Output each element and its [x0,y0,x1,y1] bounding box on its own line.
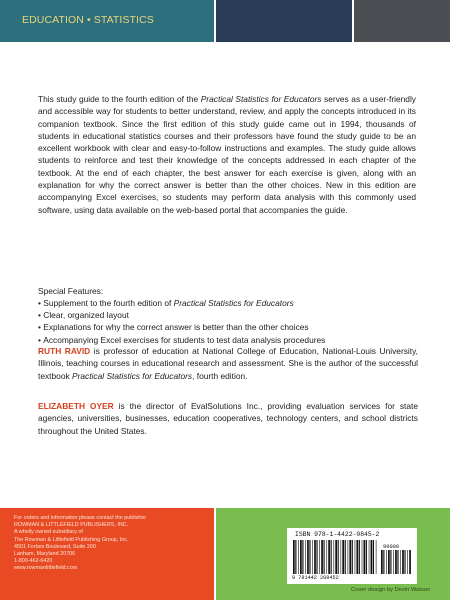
bio-1-book-title: Practical Statistics for Educators [72,370,193,381]
blurb-text-a: This study guide to the fourth edition of the [38,94,201,104]
series-education: EDUCATION [22,14,84,26]
feature-1-title: Practical Statistics for Educators [173,298,294,308]
price-code: 90000 [383,544,400,550]
blurb-book-title: Practical Statistics for Educators [200,94,322,104]
publisher-info [14,515,210,573]
bio-1-text-a: is professor of education at National College of Education, National-Louis University, Illinois, teaching courses in educational research and assessment. She is the author of the successful textbook [38,346,418,381]
author-name-oyer: ELIZABETH OYER [38,401,114,411]
feature-item: • Accompanying Excel exercises for students to test data analysis procedures [38,334,418,346]
publisher-line: 1-800-462-6420 [14,558,53,565]
features-heading: Special Features: [38,286,104,296]
barcode-number: 9 781442 208452 [292,575,339,581]
publisher-line: Lanham, Maryland 20706 [14,551,76,558]
series-label [22,14,154,26]
series-statistics: STATISTICS [93,14,154,26]
feature-1-text: Supplement to the fourth edition of [43,298,174,308]
publisher-line: For orders and information please contact the publisher [14,515,147,521]
publisher-url: www.rowmanlittlefield.com [14,565,78,572]
feature-item: • Clear, organized layout [38,309,418,321]
feature-item [38,297,418,309]
top-color-band [0,0,450,42]
blurb-text-b: serves as a user-friendly and accessible way for students to better understand, review, and apply the concepts introduced in its companion textbook. Since the first edition of this study guide came out in 1994, thousands of students in educational statistics courses and their professors have found the study guide to be an excellent workbook with clear and easy-to-follow instructions and examples. The study guide allows students to reinforce and test their knowledge of the concepts addressed in each chapter of the textbook. At the end of each chapter, the best answer for each exercise is given, along with an explanation for why the correct answer is better than the other choices. New in this edition are accompanying Excel exercises, so students may perform data analysis with this commonly used software, using data available on the web-based portal that accompanies the guide. [38,94,416,215]
publisher-line: 4501 Forbes Boulevard, Suite 200 [14,543,96,550]
gray-block [354,0,450,42]
publisher-line: A wholly owned subsidiary of [14,529,83,536]
barcode-ean [293,540,377,574]
isbn-label: ISBN 978-1-4422-0845-2 [295,531,380,538]
author-name-ravid: RUTH RAVID [38,346,91,356]
bio-1-text-b: , fourth edition. [192,370,248,381]
author-bio-ravid [38,345,418,382]
barcode-addon [381,550,411,574]
feature-item: • Explanations for why the correct answer is better than the other choices [38,321,418,333]
bio-2-text: is the director of EvalSolutions Inc., providing evaluation services for state agencies, universities, businesses, education cooperatives, technology centers, and school districts throughout the United States. [38,401,418,436]
author-bio-oyer [38,400,418,437]
publisher-line: ROWMAN & LITTLEFIELD PUBLISHERS, INC. [14,522,129,529]
features-list [38,297,418,346]
series-separator: • [86,14,91,26]
publisher-line: The Rowman & Littlefield Publishing Group, Inc. [14,536,129,543]
cover-design-credit: Cover design by Devin Watson [351,587,431,593]
navy-block [216,0,352,42]
description-paragraph [38,93,416,216]
